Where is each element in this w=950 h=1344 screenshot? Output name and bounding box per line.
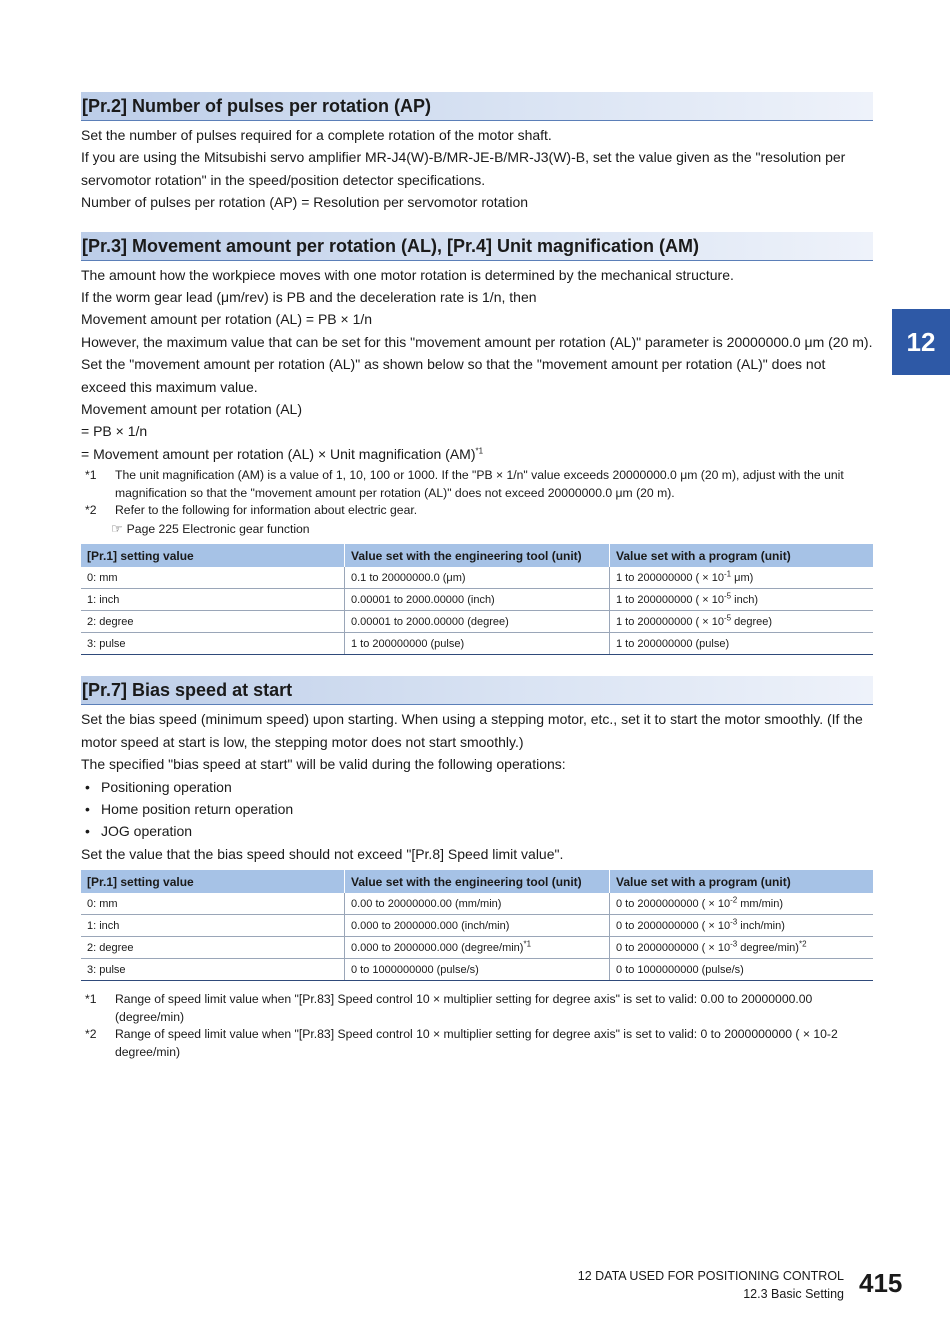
table-header-row	[81, 870, 873, 893]
pr3-paragraph-2: If the worm gear lead (μm/rev) is PB and the deceleration rate is 1/n, then	[81, 289, 537, 306]
footnote-ref: *1	[475, 446, 484, 456]
pr3-formula-4: = Movement amount per rotation (AL) × Unit magnification (AM)$^{*1}$	[81, 445, 484, 462]
pr7-notes	[81, 991, 873, 1061]
column-header: Value set with the engineering tool (unit)	[345, 870, 610, 893]
note-item: *1 Range of speed limit value when "[Pr.83] Speed control 10 × multiplier setting for degree axis" is set to valid: 0.00 to 20000000.00 (degree/min)	[85, 992, 813, 1024]
list-item: • Positioning operation	[85, 778, 232, 795]
pr3-notes	[81, 467, 873, 538]
page-content	[81, 92, 873, 1061]
pr3-paragraph-3: However, the maximum value that can be set for this "movement amount per rotation (AL)" parameter is 20000000.0 μm (20 m). Set the "movement amount per rotation (AL)" as shown below so that the "movement amount per rotation (AL)" does not exceed this maximum value.	[81, 333, 873, 395]
pr3-formula-1: Movement amount per rotation (AL) = PB × 1/n	[81, 311, 373, 328]
pr7-paragraph-2: The specified "bias speed at start" will be valid during the following operations:	[81, 756, 566, 773]
table-row: 2: degree 0.000 to 2000000.000 (degree/min)$^{*1}$ 0 to 2000000000 ( × $10^{-3}$ degree/min)$^{*2}$	[81, 937, 873, 959]
page-number: 415	[859, 1268, 903, 1298]
note-item: *2 Range of speed limit value when "[Pr.83] Speed control 10 × multiplier setting for degree axis" is set to valid: 0 to 2000000000 ( × 10-2 degree/min)	[85, 1027, 838, 1059]
page-reference-link[interactable]: ☞ Page 225 Electronic gear function	[111, 520, 310, 536]
pr3-formula-3: = PB × 1/n	[81, 423, 148, 440]
footer-section: 12.3 Basic Setting	[743, 1287, 844, 1301]
table-row: 1: inch 0.00001 to 2000.00000 (inch) 1 to 200000000 ( × $10^{-5}$ inch)	[81, 589, 873, 611]
column-header: Value set with a program (unit)	[610, 544, 874, 567]
table-row: 2: degree 0.00001 to 2000.00000 (degree) 1 to 200000000 ( × $10^{-5}$ degree)	[81, 611, 873, 633]
pr7-paragraph-3: Set the value that the bias speed should not exceed "[Pr.8] Speed limit value".	[81, 845, 564, 862]
table-header-row	[81, 544, 873, 567]
section-title-pr7: [Pr.7] Bias speed at start	[81, 676, 873, 705]
note-item: *1 The unit magnification (AM) is a value of 1, 10, 100 or 1000. If the "PB × 1/n" value exceeds 20000000.0 μm (20 m), adjust with the unit magnification so that the "movement amount per rotation (AL)" does not exceed 20000000.0 μm (20 m).	[85, 468, 844, 500]
page-footer	[578, 1267, 844, 1303]
pointing-hand-icon: ☞	[111, 520, 123, 536]
pr7-table	[81, 870, 873, 981]
pr3-formula-2: Movement amount per rotation (AL)	[81, 401, 302, 418]
pr7-paragraph-1: Set the bias speed (minimum speed) upon starting. When using a stepping motor, etc., set it to start the motor smoothly. (If the motor speed at start is low, the stepping motor does not start smoothly.)	[81, 711, 863, 750]
list-item: • Home position return operation	[85, 800, 294, 817]
table-row: 0: mm 0.00 to 20000000.00 (mm/min) 0 to 2000000000 ( × $10^{-2}$ mm/min)	[81, 893, 873, 915]
pr2-formula: Number of pulses per rotation (AP) = Resolution per servomotor rotation	[81, 194, 529, 211]
pr3-paragraph-1: The amount how the workpiece moves with one motor rotation is determined by the mechanical structure.	[81, 266, 734, 283]
column-header: [Pr.1] setting value	[81, 544, 345, 567]
chapter-tab: 12	[892, 309, 950, 375]
list-item: • JOG operation	[85, 823, 193, 840]
footer-chapter: 12 DATA USED FOR POSITIONING CONTROL	[577, 1269, 844, 1283]
table-row: 3: pulse 1 to 200000000 (pulse) 1 to 200000000 (pulse)	[81, 633, 873, 655]
pr2-paragraph-2: If you are using the Mitsubishi servo amplifier MR-J4(W)-B/MR-JE-B/MR-J3(W)-B, set the value given as the "resolution per servomotor rotation" in the speed/position detector specifications.	[81, 149, 846, 188]
column-header: [Pr.1] setting value	[81, 870, 345, 893]
column-header: Value set with a program (unit)	[610, 870, 874, 893]
note-item: *2 Refer to the following for information about electric gear.	[85, 503, 418, 518]
table-row: 0: mm 0.1 to 20000000.0 (μm) 1 to 200000000 ( × $10^{-1}$ μm)	[81, 567, 873, 589]
table-row: 1: inch 0.000 to 2000000.000 (inch/min) 0 to 2000000000 ( × $10^{-3}$ inch/min)	[81, 915, 873, 937]
table-row: 3: pulse 0 to 1000000000 (pulse/s) 0 to 1000000000 (pulse/s)	[81, 959, 873, 981]
column-header: Value set with the engineering tool (unit)	[345, 544, 610, 567]
section-title-pr2: [Pr.2] Number of pulses per rotation (AP)	[81, 92, 873, 121]
section-title-pr3: [Pr.3] Movement amount per rotation (AL), [Pr.4] Unit magnification (AM)	[81, 232, 873, 261]
pr2-paragraph-1: Set the number of pulses required for a complete rotation of the motor shaft.	[81, 127, 552, 143]
pr3-table	[81, 544, 873, 655]
